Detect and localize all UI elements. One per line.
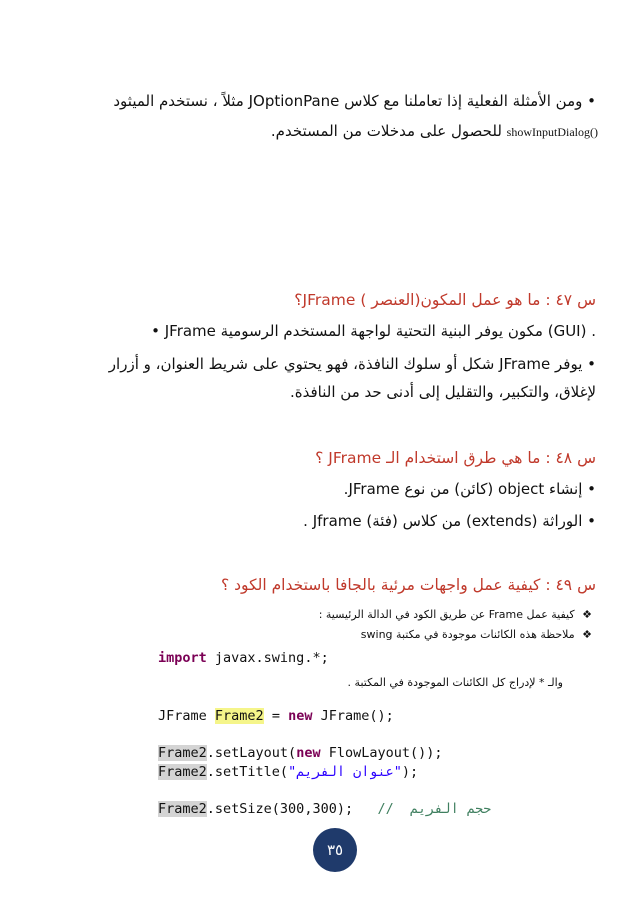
q47-bullet2-line1: • يوفر JFrame شكل أو سلوك النافذة، فهو يحتوي على شريط العنوان، و أزرار bbox=[108, 355, 596, 373]
q49-note3: والـ * لإدراج كل الكائنات الموجودة في المكتبة . bbox=[347, 676, 563, 689]
q47-title: س ٤٧ : ما هو عمل المكون(العنصر ) JFrame؟ bbox=[294, 291, 596, 309]
variable-frame2: Frame2 bbox=[158, 764, 207, 780]
q49-note2 bbox=[361, 628, 592, 641]
constructor-call: JFrame(); bbox=[312, 708, 394, 724]
code-decl-line bbox=[158, 708, 394, 724]
method-setsize: .setSize(300,300); bbox=[206, 801, 354, 817]
page-number-badge bbox=[313, 828, 357, 872]
size-comment: حجم الفريم bbox=[410, 801, 492, 817]
method-setlayout: .setLayout( bbox=[206, 745, 297, 761]
assign-op: = bbox=[263, 708, 289, 724]
diamond-bullet-icon: ❖ bbox=[582, 628, 592, 641]
para1-line2 bbox=[271, 122, 598, 140]
variable-frame2: Frame2 bbox=[158, 801, 207, 817]
q48-bullet2: • الوراثة (extends) من كلاس (فئة) Jframe . bbox=[303, 512, 596, 530]
import-keyword: import bbox=[158, 650, 207, 666]
code-import-line bbox=[158, 650, 329, 666]
title-string: "عنوان الفريم" bbox=[288, 764, 402, 780]
import-path: javax.swing.*; bbox=[206, 650, 329, 666]
diamond-bullet-icon: ❖ bbox=[582, 608, 592, 621]
variable-frame2: Frame2 bbox=[214, 708, 264, 724]
page-number: ٣٥ bbox=[326, 841, 344, 859]
method-settitle: .setTitle( bbox=[206, 764, 289, 780]
para1-line1: • ومن الأمثلة الفعلية إذا تعاملنا مع كلاس JOptionPane مثلاً ، نستخدم الميثود bbox=[113, 92, 596, 110]
q49-note2-text: ملاحظة هذه الكائنات موجودة في مكتبة swing bbox=[360, 628, 575, 641]
q49-note1 bbox=[319, 608, 592, 621]
code-layout-line bbox=[158, 745, 443, 761]
type-name: JFrame bbox=[158, 708, 215, 724]
q48-bullet1: • إنشاء object (كائن) من نوع JFrame. bbox=[343, 480, 596, 498]
q49-title: س ٤٩ : كيفية عمل واجهات مرئية بالجافا باستخدام الكود ؟ bbox=[221, 576, 596, 594]
call-close: ); bbox=[401, 764, 419, 780]
q47-bullet2-line2: لإغلاق، والتكبير، والتقليل إلى أدنى حد من النافذة. bbox=[290, 383, 596, 401]
new-keyword: new bbox=[296, 745, 321, 761]
code-size-line bbox=[158, 801, 491, 817]
para1-line2-text: للحصول على مدخلات من المستخدم. bbox=[270, 122, 502, 140]
q48-title: س ٤٨ : ما هي طرق استخدام الـ JFrame ؟ bbox=[315, 449, 596, 467]
variable-frame2: Frame2 bbox=[158, 745, 207, 761]
comment-slashes: // bbox=[377, 801, 394, 817]
q49-note1-text: كيفية عمل Frame عن طريق الكود في الدالة الرئيسية : bbox=[318, 608, 575, 621]
flowlayout-call: FlowLayout()); bbox=[320, 745, 443, 761]
q47-bullet1: • JFrame مكون يوفر البنية التحتية لواجهة المستخدم الرسومية (GUI) . bbox=[151, 322, 596, 340]
new-keyword: new bbox=[288, 708, 313, 724]
code-title-line bbox=[158, 764, 418, 780]
method-name: showInputDialog() bbox=[506, 125, 598, 139]
